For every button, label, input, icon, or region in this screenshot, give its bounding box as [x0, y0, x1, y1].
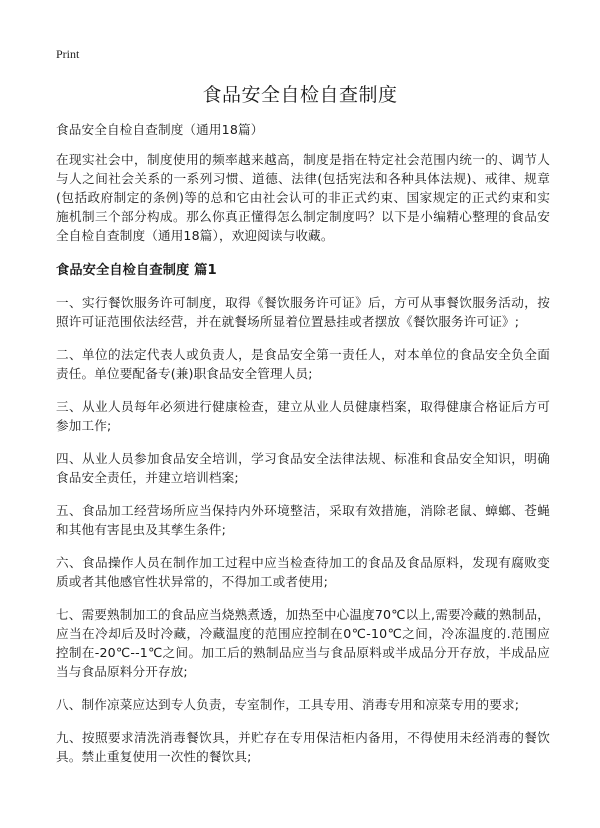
document-subtitle: 食品安全自检自查制度（通用18篇）	[56, 122, 264, 137]
rule-item-5: 五、食品加工经营场所应当保持内外环境整洁，采取有效措施，消除老鼠、蟑螂、苍蝇和其他有害昆虫及其孳生条件;	[56, 503, 550, 537]
rule-item-6: 六、食品操作人员在制作加工过程中应当检查待加工的食品及食品原料，发现有腐败变质或者其他感官性状异常的，不得加工或者使用;	[56, 555, 550, 589]
print-link[interactable]: Print	[56, 47, 80, 61]
rule-item-1: 一、实行餐饮服务许可制度，取得《餐饮服务许可证》后，方可从事餐饮服务活动，按照许可证范围依法经营，并在就餐场所显着位置悬挂或者摆放《餐饮服务许可证》;	[56, 295, 550, 329]
rule-item-3: 三、从业人员每年必须进行健康检查，建立从业人员健康档案，取得健康合格证后方可参加工作;	[56, 399, 550, 433]
intro-paragraph: 在现实社会中，制度使用的频率越来越高，制度是指在特定社会范围内统一的、调节人与人之间社会关系的一系列习惯、道德、法律(包括宪法和各种具体法规)、戒律、规章(包括政府制定的条例)等的总和它由社会认可的非正式约束、国家规定的正式约束和实施机制三个部分构成。那么你真正懂得怎么制定制度吗？以下是小编精心整理的食品安全自检自查制度（通用18篇），欢迎阅读与收藏。	[56, 152, 550, 243]
rule-item-9: 九、按照要求清洗消毒餐饮具，并贮存在专用保洁柜内备用，不得使用未经消毒的餐饮具。禁止重复使用一次性的餐饮具;	[56, 730, 550, 764]
page-title: 食品安全自检自查制度	[202, 84, 398, 106]
section-heading: 食品安全自检自查制度 篇1	[56, 263, 217, 278]
rule-item-8: 八、制作凉菜应达到专人负责，专室制作，工具专用、消毒专用和凉菜专用的要求;	[56, 697, 520, 712]
rule-item-4: 四、从业人员参加食品安全培训，学习食品安全法律法规、标准和食品安全知识，明确食品安全责任，并建立培训档案;	[56, 451, 550, 485]
rule-item-2: 二、单位的法定代表人或负责人，是食品安全第一责任人，对本单位的食品安全负全面责任。单位要配备专(兼)职食品安全管理人员;	[56, 347, 550, 381]
document-body	[56, 120, 550, 780]
rule-item-7: 七、需要熟制加工的食品应当烧熟煮透，加热至中心温度70℃以上,需要冷藏的熟制品，应当在冷却后及时冷藏，冷藏温度的范围应控制在0℃-10℃之间，冷冻温度的.范围应控制在-20℃--1℃之间。加工后的熟制品应当与食品原料或半成品分开存放，半成品应当与食品原料分开存放;	[56, 607, 550, 679]
